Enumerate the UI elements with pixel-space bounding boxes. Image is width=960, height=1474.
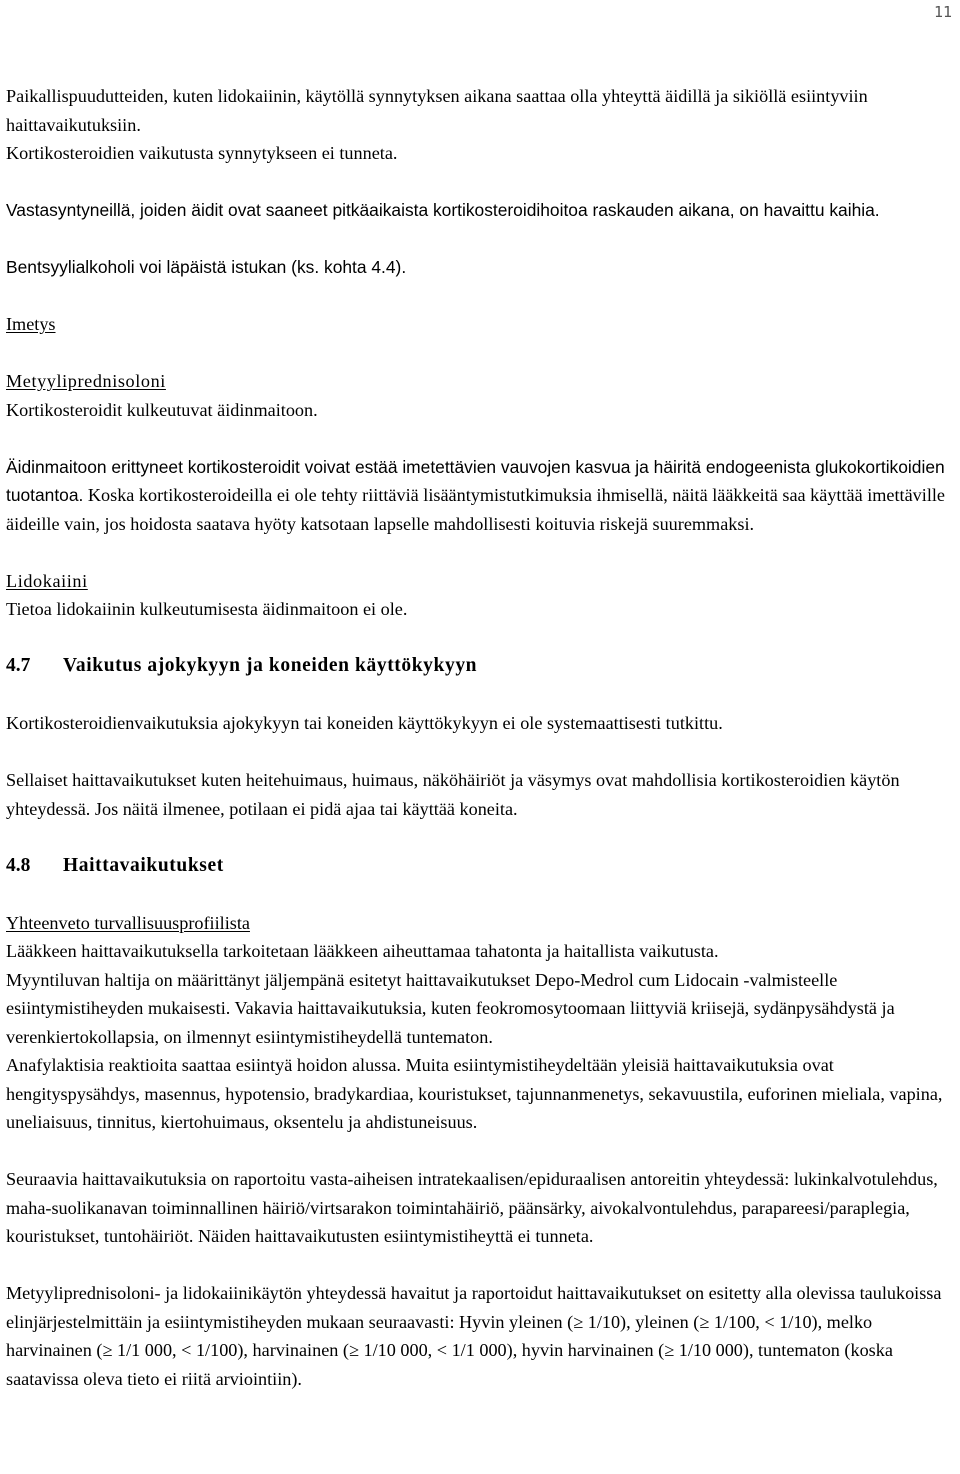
pregnancy-paragraph-1b: Kortikosteroidien vaikutusta synnytykseen ei tunneta.: [6, 143, 398, 163]
section-4-7-paragraph-2-part1: Sellaiset haittavaikutukset kuten heitehuimaus, huimaus, näköhäiriöt ja väsymys ovat mahdollisia kortikosteroidien käytön yhteydessä.: [6, 770, 900, 819]
section-4-8-title: Haittavaikutukset: [63, 854, 224, 876]
safety-summary-line-5: Muita esiintymistiheydeltään yleisiä haittavaikutuksia ovat hengityspysähdys, masennus, hypotensio, bradykardiaa, kouristukset, tajunnanmenetys, sekavuustila, euforinen mieliala, vapina, uneliaisuus, tinnitus, kiertohuimaus, oksentelu ja ahdistuneisuus.: [6, 1055, 943, 1132]
document-body: [6, 82, 956, 1393]
safety-summary-line-3: Vakavia haittavaikutuksia, kuten feokromosytoomaan liittyviä kriisejä, sydänpysähdystä ja verenkiertokollapsia, on ilmennyt esiintymistiheydellä tuntematon.: [6, 998, 895, 1047]
methylprednisolone-heading: [6, 367, 956, 396]
epidural-paragraph: [6, 1165, 956, 1251]
section-4-7-paragraph-2-part2: Jos näitä ilmenee, potilaan ei pidä ajaa tai käyttää koneita.: [94, 798, 518, 819]
section-4-7-number: 4.7: [6, 655, 31, 676]
pregnancy-paragraph-3: Bentsyylialkoholi voi läpäistä istukan (ks. kohta 4.4).: [6, 257, 407, 277]
lidocaine-text: Tietoa lidokaiinin kulkeutumisesta äidinmaitoon ei ole.: [6, 599, 408, 619]
lactation-heading: [6, 310, 956, 339]
methylprednisolone-paragraph-2: [6, 453, 956, 539]
lidocaine-heading: [6, 567, 956, 596]
safety-summary-line-4-wrap: [6, 1051, 956, 1137]
section-4-7-paragraph-2: [6, 766, 956, 823]
methylprednisolone-heading-text: Metyyliprednisoloni: [6, 371, 166, 391]
methylprednisolone-paragraph-2-part2: Koska kortikosteroideilla ei ole tehty riittäviä lisääntymistutkimuksia ihmisellä, näitä lääkkeitä saa käyttää imettäville äideille vain, jos hoidosta saatava hyöty katsotaan lapselle mahdollisesti koituvia riskejä suuremmaksi.: [6, 485, 946, 534]
methylprednisolone-text: Kortikosteroidit kulkeutuvat äidinmaitoon.: [6, 399, 318, 420]
lidocaine-heading-text: Lidokaiini: [6, 570, 88, 591]
epidural-paragraph-part1: Seuraavia haittavaikutuksia on raportoitu vasta-aiheisen intratekaalisen/epiduraalisen antoreitin yhteydessä: lukinkalvotulehdus, maha-suolikanavan toiminnallinen häiriö/virtsarakon toimintahäiriö, päänsärky, aivokalvontulehdus, parapareesi/paraplegia, kouristukset, tuntohäiriöt.: [6, 1169, 938, 1246]
methylprednisolone-paragraph-2-part1: Äidinmaitoon erittyneet kortikosteroidit voivat estää imetettävien vauvojen kasvua ja häiritä endogeenista glukokortikoidien tuotantoa.: [6, 456, 945, 505]
section-4-8-heading: [6, 852, 956, 881]
safety-summary-line-1: Lääkkeen haittavaikutuksella tarkoitetaan lääkkeen aiheuttamaa tahatonta ja haitallista vaikutusta.: [6, 941, 719, 961]
section-4-7-heading: [6, 652, 956, 681]
safety-summary-line-2: Myyntiluvan haltija on määrittänyt jäljempänä esitetyt haittavaikutukset Depo-Medrol cum Lidocain -valmisteelle esiintymistiheyden mukaisesti.: [6, 969, 838, 1018]
page-number: 11: [933, 3, 952, 21]
section-4-8-number: 4.8: [6, 854, 31, 876]
section-4-7-paragraph-1: Kortikosteroidienvaikutuksia ajokykyyn tai koneiden käyttökykyyn ei ole systemaattisesti tutkittu.: [6, 713, 723, 733]
lactation-heading-text: Imetys: [6, 314, 56, 334]
pregnancy-paragraph-1: Paikallispuudutteiden, kuten lidokaiinin, käytöllä synnytyksen aikana saattaa olla yhteyttä äidillä ja sikiöllä esiintyviin haittavaikutuksiin.: [6, 86, 868, 135]
frequency-paragraph: Metyyliprednisoloni- ja lidokaiinikäytön yhteydessä havaitut ja raportoidut haittavaikutukset on esitetty alla olevissa taulukoissa elinjärjestelmittäin ja esiintymistiheyden mukaan seuraavasti: Hyvin yleinen (≥ 1/10), yleinen (≥ 1/100, < 1/10), melko harvinainen (≥ 1/1 000, < 1/100), harvinainen (≥ 1/10 000, < 1/1 000), hyvin harvinainen (≥ 1/10 000), tuntematon (koska saatavissa oleva tieto ei riitä arviointiin).: [6, 1283, 942, 1389]
section-4-7-title: Vaikutus ajokykyyn ja koneiden käyttökykyyn: [63, 655, 478, 676]
safety-summary-heading: [6, 909, 956, 938]
pregnancy-paragraph-2: Vastasyntyneillä, joiden äidit ovat saaneet pitkäaikaista kortikosteroidihoitoa raskauden aikana, on havaittu kaihia.: [6, 200, 880, 220]
safety-summary-line-4: Anafylaktisia reaktioita saattaa esiintyä hoidon alussa.: [6, 1055, 401, 1075]
safety-summary-heading-text: Yhteenveto turvallisuusprofiilista: [6, 912, 250, 933]
epidural-paragraph-part2: Näiden haittavaikutusten esiintymistiheyttä ei tunneta.: [197, 1226, 594, 1246]
safety-summary-paragraph: [6, 937, 956, 1137]
